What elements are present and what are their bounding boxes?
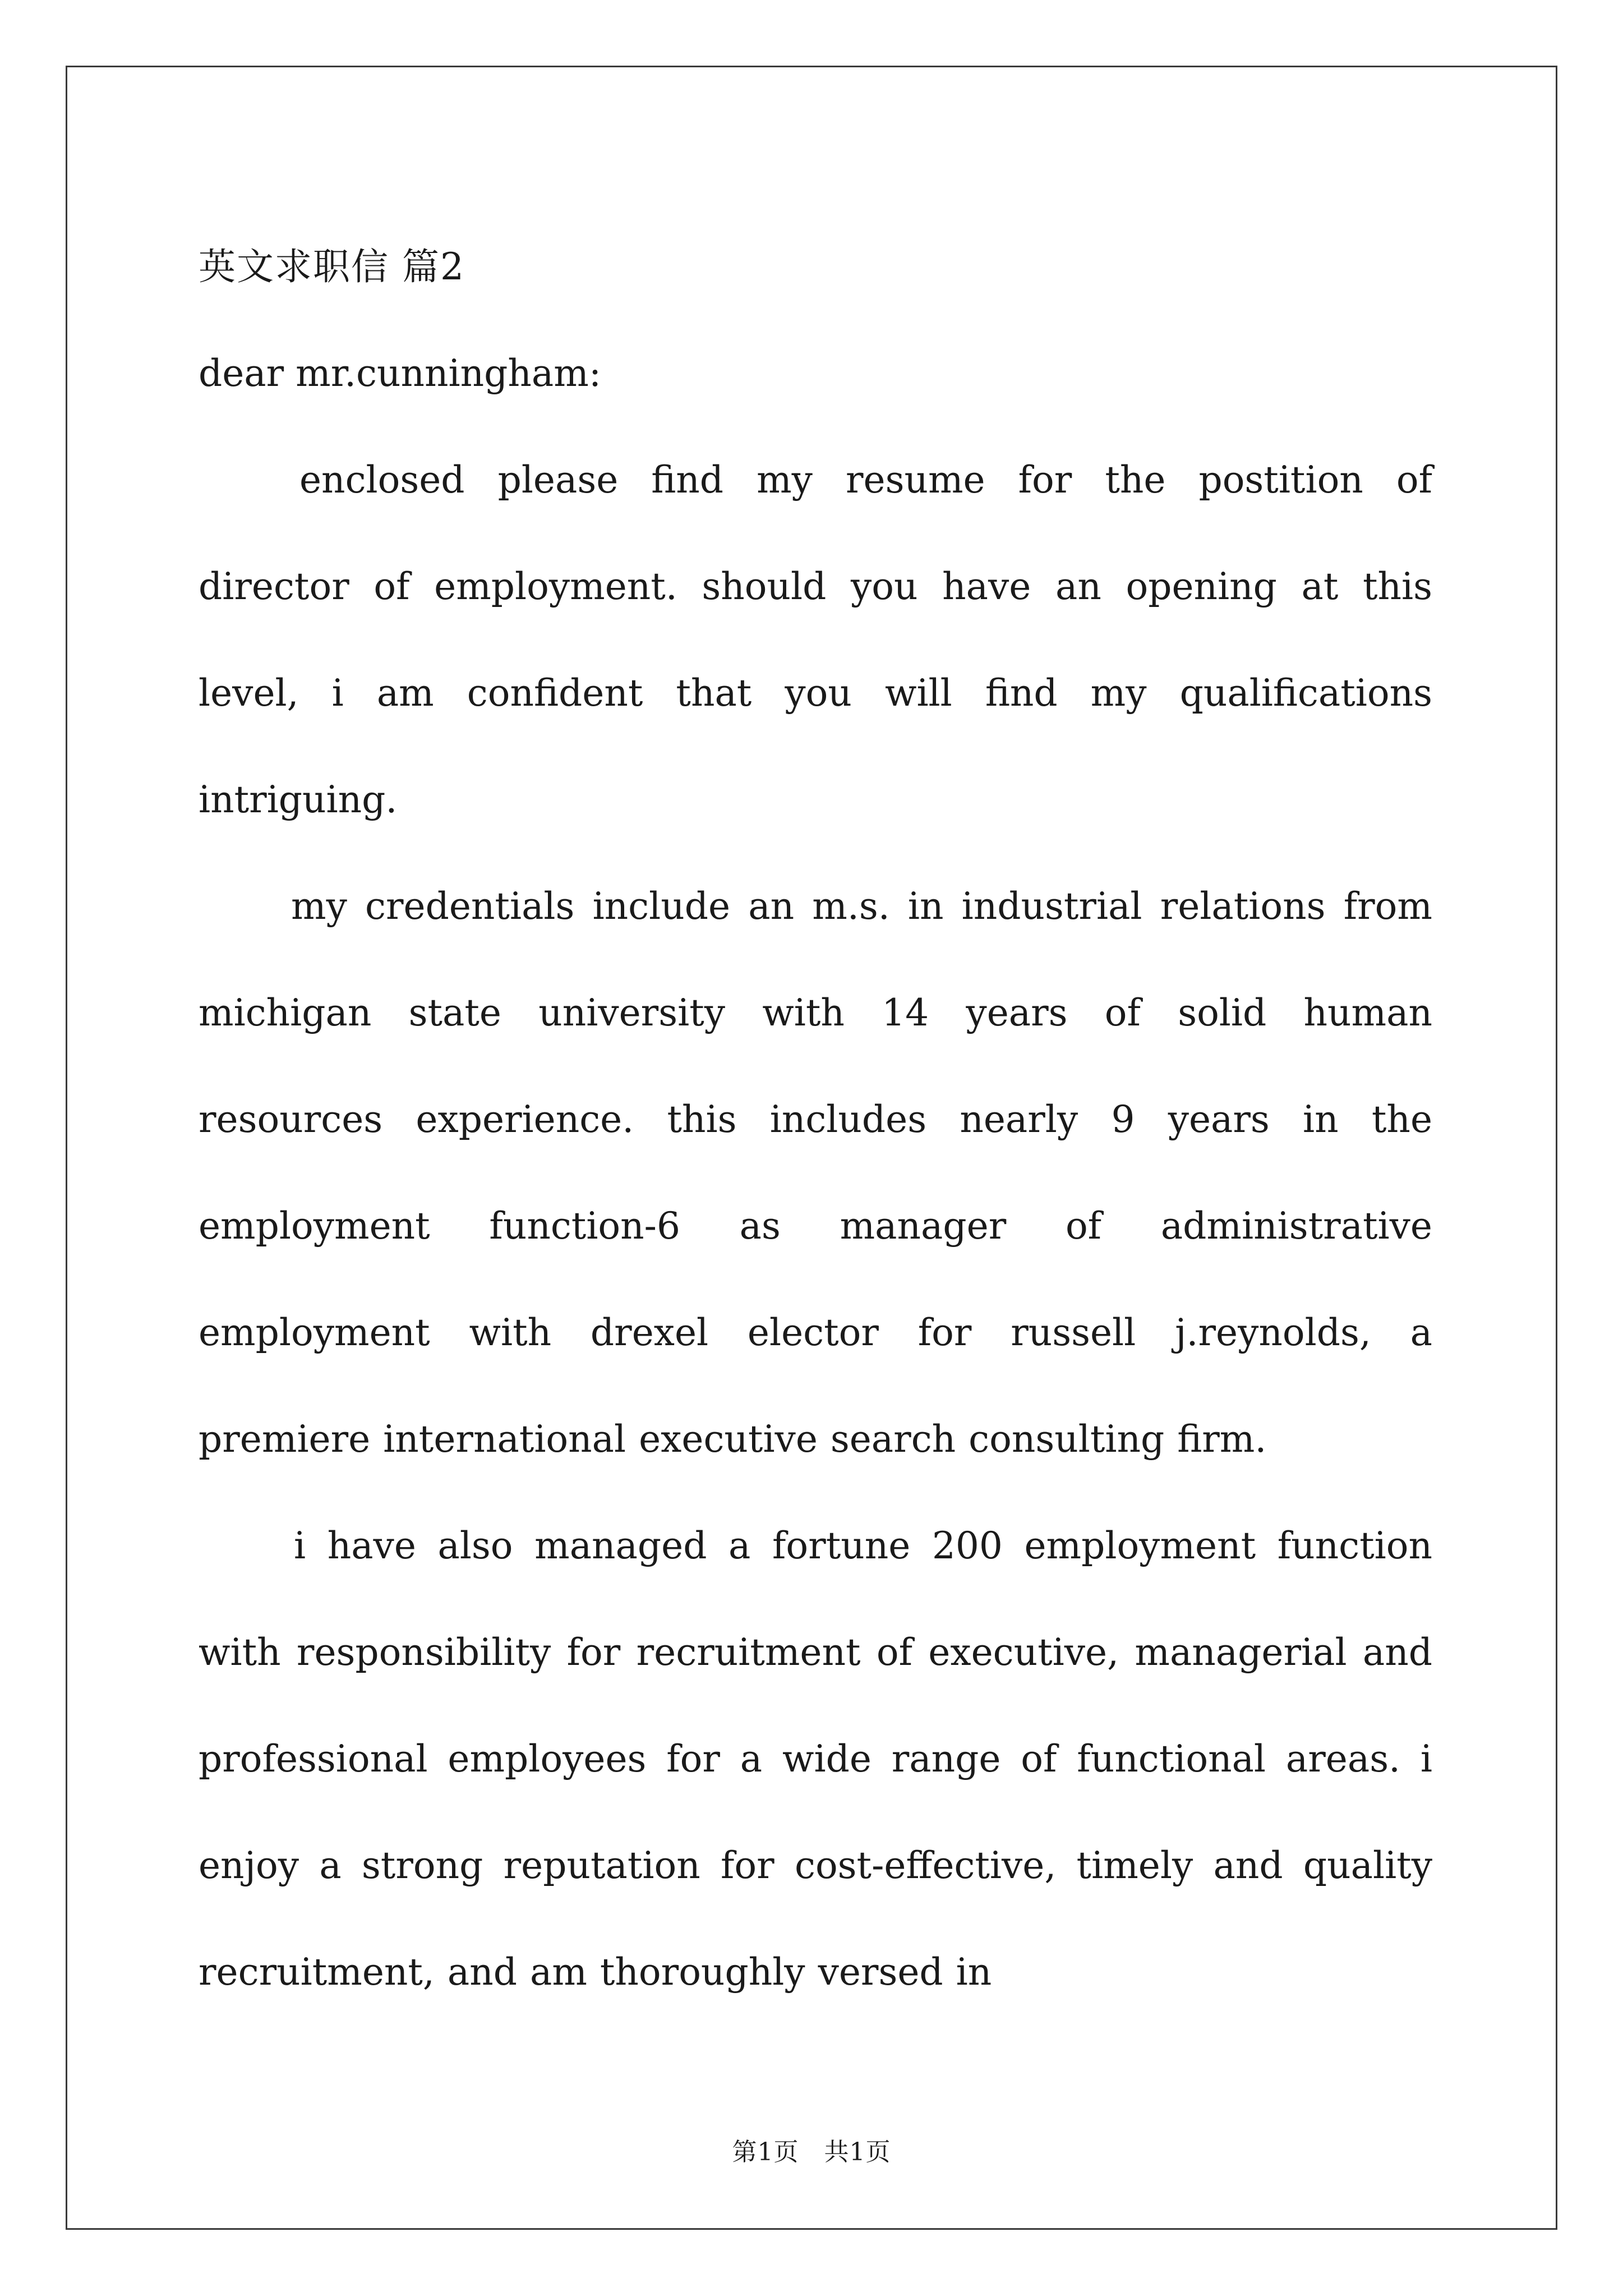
paragraph-1: enclosed please find my resume for the postition of director of employment. should you have an opening at this level, i am confident that you will find my qualifications intriguing. xyxy=(199,458,1432,821)
paragraph-2: my credentials include an m.s. in industrial relations from michigan state university with 14 years of solid human resources experience. this includes nearly 9 years in the employment function-6 as manager of administrative employment with drexel elector for russell j.reynolds, a premiere international executive search consulting firm. xyxy=(199,885,1432,1461)
paragraph-3: i have also managed a fortune 200 employment function with responsibility for recruitment of executive, managerial and professional employees for a wide range of functional areas. i enjoy a strong reputation for cost-effective, timely and quality recruitment, and am thoroughly versed in xyxy=(199,1524,1432,1994)
document-heading: 英文求职信 篇2 xyxy=(199,245,465,288)
salutation: dear mr.cunningham: xyxy=(199,352,602,395)
page-footer: 第1页 共1页 xyxy=(732,2138,891,2166)
document-body xyxy=(199,214,1432,2026)
